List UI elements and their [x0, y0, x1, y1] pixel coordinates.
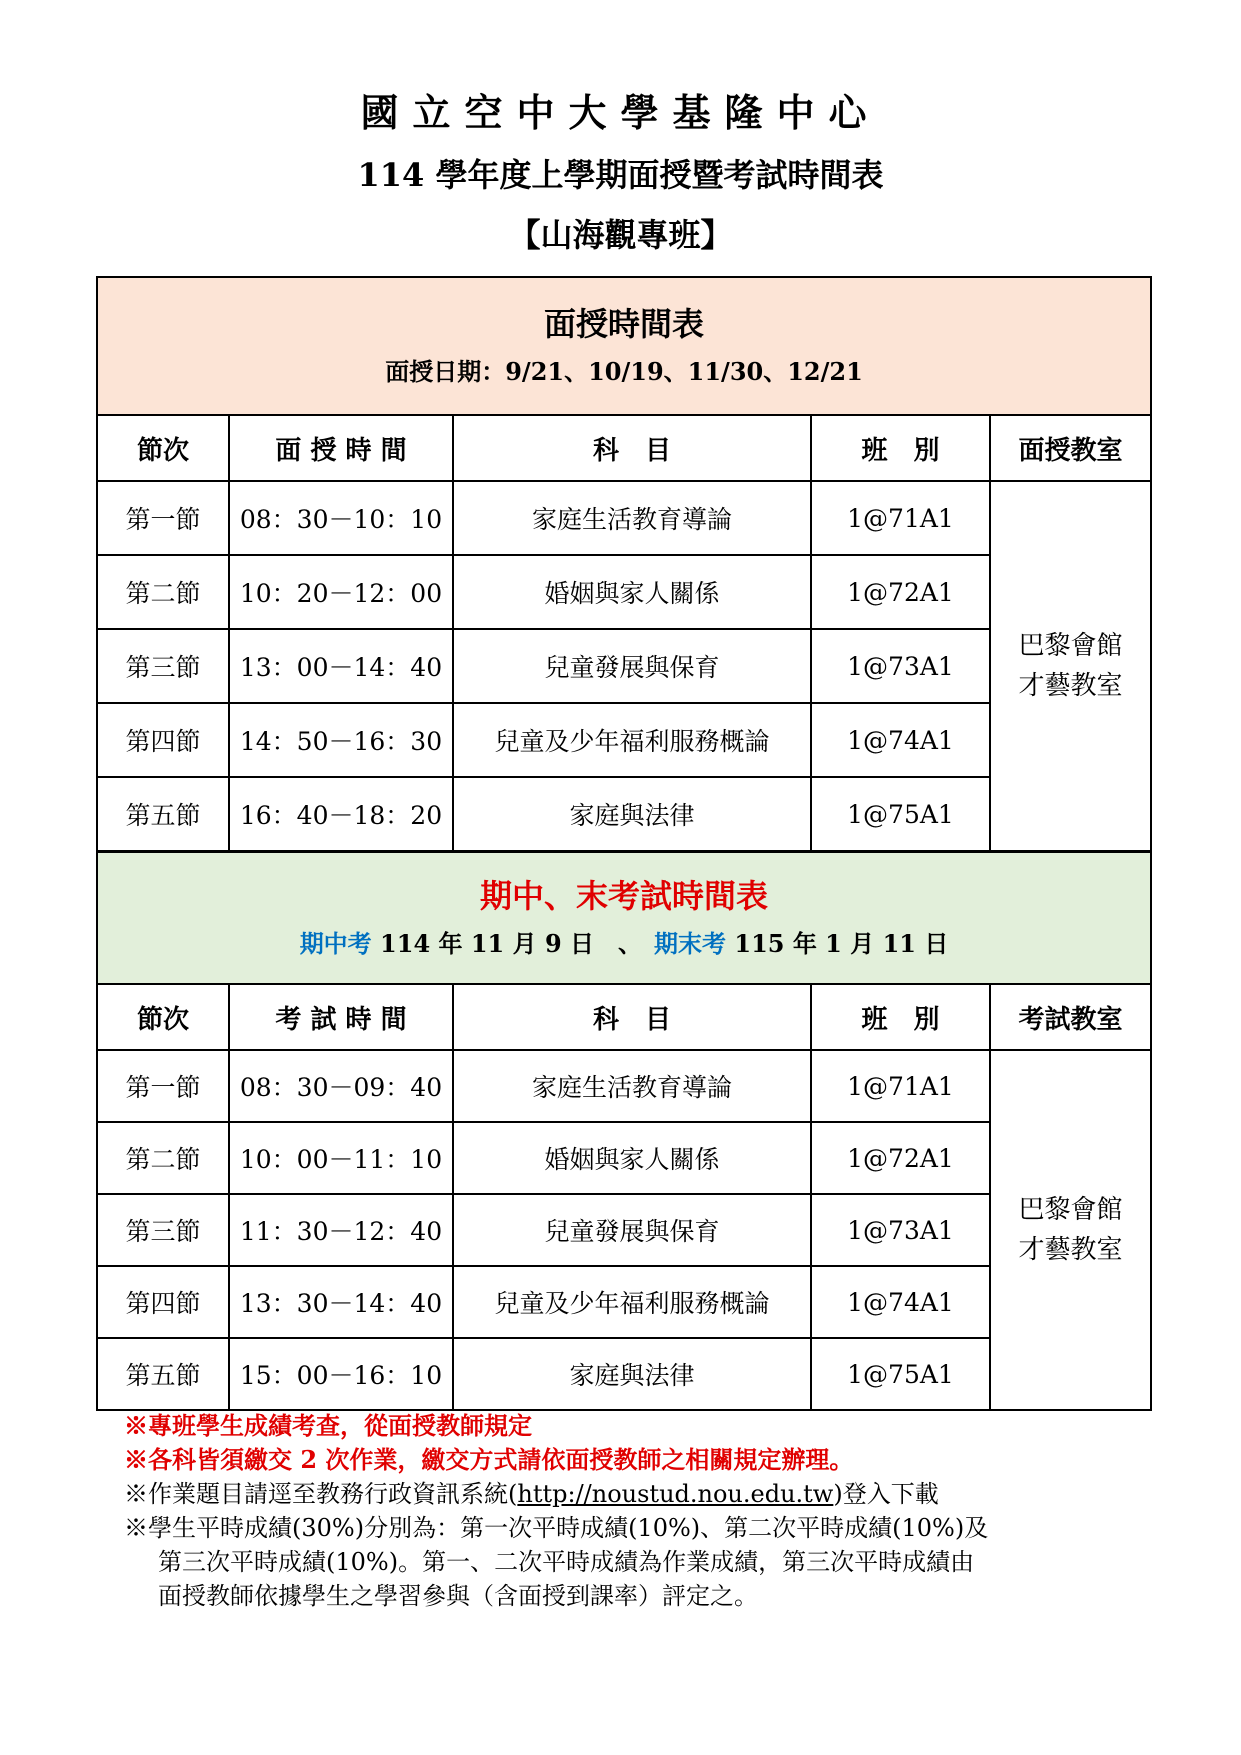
subject-cell: 家庭與法律	[453, 1338, 811, 1410]
lecture-band	[97, 277, 1151, 415]
note-download-suffix: )登入下載	[833, 1480, 939, 1508]
time-cell: 13：00－14：40	[229, 629, 453, 703]
period-cell: 第四節	[97, 703, 229, 777]
col-header-period: 節次	[97, 415, 229, 481]
exam-dates	[98, 928, 1150, 960]
final-date: 115 年 1 月 11 日	[726, 929, 949, 958]
period-cell: 第五節	[97, 777, 229, 851]
class-cell: 1@73A1	[811, 1194, 990, 1266]
exam-schedule-table	[96, 851, 1152, 1411]
subject-cell: 家庭生活教育導論	[453, 481, 811, 555]
lecture-header-row	[97, 415, 1151, 481]
col-header-class: 班 別	[811, 984, 990, 1050]
class-cell: 1@72A1	[811, 1122, 990, 1194]
period-cell: 第三節	[97, 629, 229, 703]
exam-band	[97, 852, 1151, 984]
system-link[interactable]: http://noustud.nou.edu.tw	[517, 1480, 834, 1508]
class-cell: 1@72A1	[811, 555, 990, 629]
room-cell	[990, 1050, 1151, 1410]
time-cell: 11：30－12：40	[229, 1194, 453, 1266]
class-name: 【山海觀專班】	[508, 216, 733, 254]
exam-band-title: 期中、末考試時間表	[480, 877, 769, 915]
time-cell: 15：00－16：10	[229, 1338, 453, 1410]
note-download	[124, 1477, 1134, 1511]
note-homework: ※各科皆須繳交 2 次作業，繳交方式請依面授教師之相關規定辦理。	[124, 1445, 854, 1474]
room-line: 才藝教室	[1018, 1235, 1123, 1265]
period-cell: 第五節	[97, 1338, 229, 1410]
midterm-label: 期中考	[299, 929, 372, 958]
class-cell: 1@71A1	[811, 1050, 990, 1122]
period-cell: 第二節	[97, 555, 229, 629]
note-score-line2: 第三次平時成績(10%)。第一、二次平時成績為作業成績，第三次平時成績由	[158, 1548, 975, 1576]
subject-cell: 兒童及少年福利服務概論	[453, 1266, 811, 1338]
col-header-time: 面 授 時 間	[229, 415, 453, 481]
note-download-prefix: ※作業題目請逕至教務行政資訊系統(	[124, 1480, 518, 1508]
period-cell: 第二節	[97, 1122, 229, 1194]
col-header-class: 班 別	[811, 415, 990, 481]
time-cell: 10：20－12：00	[229, 555, 453, 629]
notes-section	[124, 1409, 1134, 1613]
class-cell: 1@75A1	[811, 1338, 990, 1410]
time-cell: 13：30－14：40	[229, 1266, 453, 1338]
class-cell: 1@74A1	[811, 703, 990, 777]
table-row	[97, 481, 1151, 555]
period-cell: 第三節	[97, 1194, 229, 1266]
subject-cell: 婚姻與家人關係	[453, 555, 811, 629]
subject-cell: 兒童發展與保育	[453, 629, 811, 703]
col-header-subject: 科 目	[453, 415, 811, 481]
center-name: 國立空中大學基隆中心	[360, 90, 881, 135]
subject-cell: 家庭與法律	[453, 777, 811, 851]
time-cell: 10：00－11：10	[229, 1122, 453, 1194]
period-cell: 第一節	[97, 1050, 229, 1122]
time-cell: 08：30－10：10	[229, 481, 453, 555]
room-line: 才藝教室	[1018, 671, 1123, 701]
room-cell	[990, 481, 1151, 851]
subject-cell: 兒童發展與保育	[453, 1194, 811, 1266]
class-cell: 1@73A1	[811, 629, 990, 703]
subject-cell: 兒童及少年福利服務概論	[453, 703, 811, 777]
time-cell: 16：40－18：20	[229, 777, 453, 851]
room-line: 巴黎會館	[1018, 631, 1123, 661]
note-grading: ※專班學生成績考查，從面授教師規定	[124, 1411, 532, 1440]
note-score-line3: 面授教師依據學生之學習參與（含面授到課率）評定之。	[158, 1582, 758, 1610]
note-score-line1: ※學生平時成績(30%)分別為：第一次平時成績(10%)、第二次平時成績(10%)及	[124, 1514, 989, 1542]
final-label: 期末考	[654, 929, 727, 958]
document-title: 114 學年度上學期面授暨考試時間表	[357, 156, 884, 194]
subject-cell: 婚姻與家人關係	[453, 1122, 811, 1194]
period-cell: 第一節	[97, 481, 229, 555]
lecture-schedule-table	[96, 276, 1152, 852]
midterm-date: 114 年 11 月 9 日 、	[371, 929, 655, 958]
col-header-room: 考試教室	[990, 984, 1151, 1050]
class-cell: 1@75A1	[811, 777, 990, 851]
time-cell: 14：50－16：30	[229, 703, 453, 777]
class-cell: 1@74A1	[811, 1266, 990, 1338]
col-header-room: 面授教室	[990, 415, 1151, 481]
col-header-period: 節次	[97, 984, 229, 1050]
table-row	[97, 1050, 1151, 1122]
lecture-band-title: 面授時間表	[544, 305, 705, 343]
class-cell: 1@71A1	[811, 481, 990, 555]
subject-cell: 家庭生活教育導論	[453, 1050, 811, 1122]
col-header-time: 考 試 時 間	[229, 984, 453, 1050]
col-header-subject: 科 目	[453, 984, 811, 1050]
time-cell: 08：30－09：40	[229, 1050, 453, 1122]
exam-header-row	[97, 984, 1151, 1050]
lecture-dates: 面授日期：9/21、10/19、11/30、12/21	[385, 357, 863, 386]
room-line: 巴黎會館	[1018, 1195, 1123, 1225]
period-cell: 第四節	[97, 1266, 229, 1338]
